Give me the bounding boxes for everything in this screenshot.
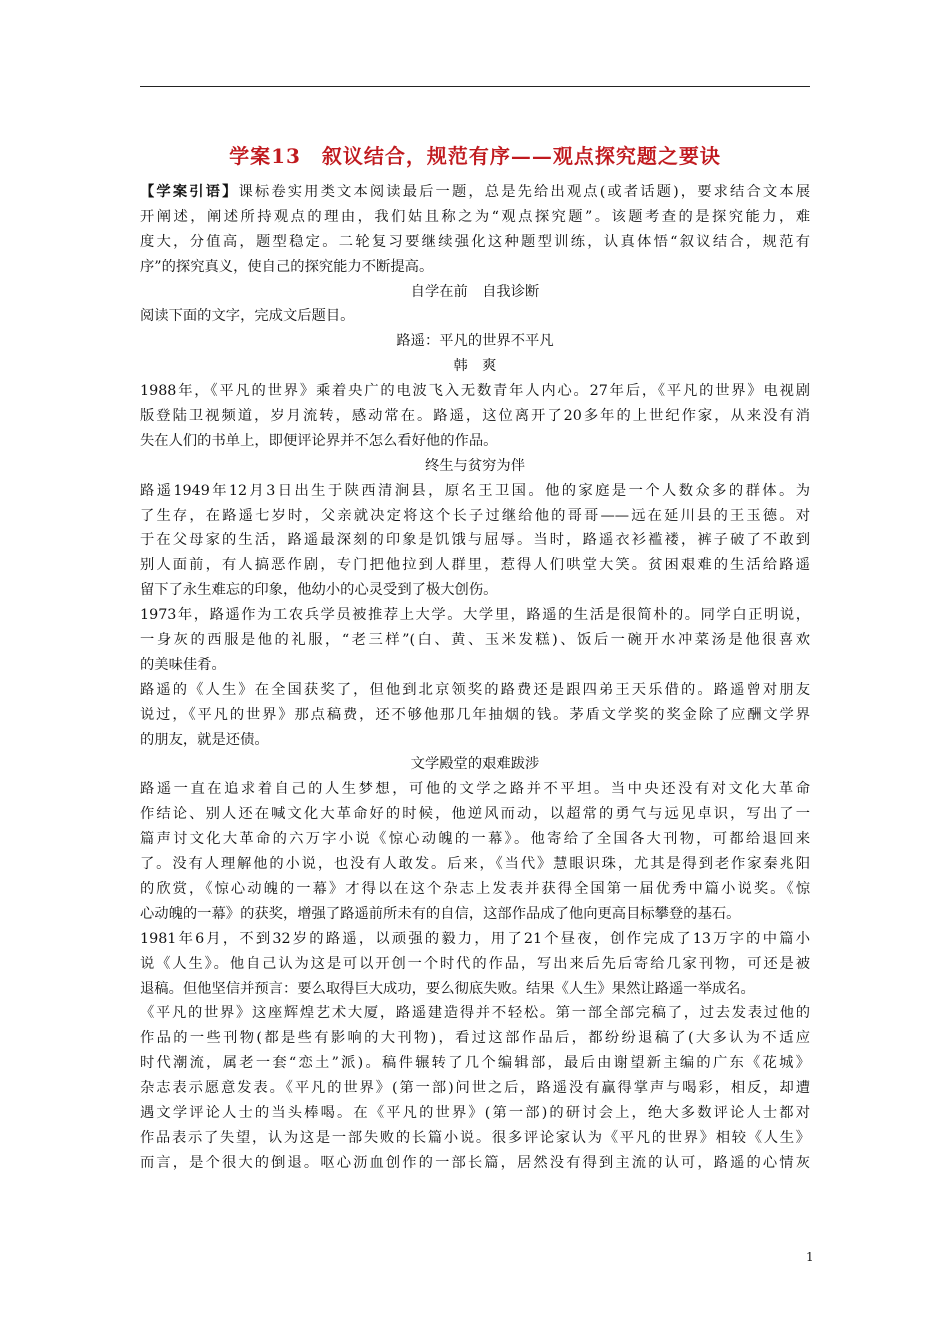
- paragraph-line: 1973年，路遥作为工农兵学员被推荐上大学。大学里，路遥的生活是很简朴的。同学白正明说，: [140, 607, 810, 624]
- paragraph-line: 一身灰的西服是他的礼服，“老三样”(白、黄、玉米发糕)、饭后一碗开水冲菜汤是他很喜欢: [140, 632, 810, 649]
- paragraph-line: 作结论、别人还在喊文化大革命好的时候，他逆风而动，以超常的勇气与远见卓识，写出了一: [140, 806, 810, 823]
- paragraph-line: 于在父母家的生活，路遥最深刻的印象是饥饿与屈辱。当时，路遥衣衫褴褛，裤子破了不敢到: [140, 532, 810, 549]
- paragraph-line: 的欣赏，《惊心动魄的一幕》才得以在这个杂志上发表并获得全国第一届优秀中篇小说奖。《惊: [140, 880, 810, 897]
- instruction: 阅读下面的文字，完成文后题目。: [140, 308, 355, 325]
- paragraph-line: 路遥1949年12月3日出生于陕西清涧县，原名王卫国。他的家庭是一个人数众多的群体。为: [140, 482, 810, 499]
- paragraph-line: 留下了永生难忘的印象，他幼小的心灵受到了极大创伤。: [140, 582, 498, 599]
- paragraph-line: 版登陆卫视频道，岁月流转，感动常在。路遥，这位离开了20多年的上世纪作家，从来没有消: [140, 408, 810, 425]
- paragraph-line: 篇声讨文化大革命的六万字小说《惊心动魄的一幕》。他寄给了全国各大刊物，可都给退回来: [140, 831, 810, 848]
- intro-label: 【学案引语】: [140, 184, 239, 200]
- subheading: 终生与贫穷为伴: [424, 457, 526, 474]
- paragraph-line: 说过，《平凡的世界》那点稿费，还不够他那几年抽烟的钱。茅盾文学奖的奖金除了应酬文学界: [140, 706, 810, 723]
- paragraph-line: 《平凡的世界》这座辉煌艺术大厦，路遥建造得并不轻松。第一部全部完稿了，过去发表过他的: [140, 1005, 810, 1022]
- paragraph-line: 作品表示了失望，认为这是一部失败的长篇小说。很多评论家认为《平凡的世界》相较《人生》: [140, 1129, 810, 1146]
- intro-line: 序”的探究真义，使自己的探究能力不断提高。: [140, 258, 434, 275]
- intro-line: 度大，分值高，题型稳定。二轮复习要继续强化这种题型训练，认真体悟“叙议结合，规范有: [140, 233, 810, 250]
- paragraph-line: 心动魄的一幕》的获奖，增强了路遥前所未有的自信，这部作品成了他向更高目标攀登的基石。: [140, 905, 741, 922]
- subheading: 文学殿堂的艰难跋涉: [410, 756, 540, 773]
- paragraph-line: 别人面前，有人搞恶作剧，专门把他拉到人群里，惹得人们哄堂大笑。贫困艰难的生活给路遥: [140, 557, 810, 574]
- paragraph-line: 失在人们的书单上，即便评论界并不怎么看好他的作品。: [140, 432, 498, 449]
- article-title: 路遥：平凡的世界不平凡: [396, 333, 554, 350]
- paragraph-line: 而言，是个很大的倒退。呕心沥血创作的一部长篇，居然没有得到主流的认可，路遥的心情灰: [140, 1154, 810, 1171]
- paragraph-line: 说《人生》。他自己认为这是可以开创一个时代的作品，写出来后先后寄给几家刊物，可还是被: [140, 955, 810, 972]
- lesson-title: 学案13 叙议结合，规范有序——观点探究题之要诀: [229, 144, 721, 168]
- paragraph-line: 路遥的《人生》在全国获奖了，但他到北京领奖的路费还是跟四弟王天乐借的。路遥曾对朋友: [140, 681, 810, 698]
- header-rule: [140, 86, 810, 87]
- paragraph-line: 了。没有人理解他的小说，也没有人敢发。后来，《当代》慧眼识珠，尤其是得到老作家秦兆阳: [140, 856, 810, 873]
- intro-line: 开阐述，阐述所持观点的理由，我们姑且称之为“观点探究题”。该题考查的是探究能力，难: [140, 208, 810, 225]
- intro-line: [140, 180, 810, 205]
- paragraph-line: 时代潮流，属老一套“恋土”派)。稿件辗转了几个编辑部，最后由谢望新主编的广东《花城》: [140, 1055, 810, 1072]
- paragraph-line: 1981年6月，不到32岁的路遥，以顽强的毅力，用了21个昼夜，创作完成了13万字的中篇小: [140, 930, 810, 947]
- document-body: [140, 140, 810, 1176]
- paragraph-line: 了生存，在路遥七岁时，父亲就决定将这个长子过继给他的哥哥——远在延川县的王玉德。对: [140, 507, 810, 524]
- paragraph-line: 的朋友，就是还债。: [140, 731, 269, 748]
- section-heading: 自学在前 自我诊断: [410, 283, 540, 300]
- paragraph-line: 退稿。但他坚信并预言：要么取得巨大成功，要么彻底失败。结果《人生》果然让路遥一举成名。: [140, 980, 755, 997]
- paragraph-line: 路遥一直在追求着自己的人生梦想，可他的文学之路并不平坦。当中央还没有对文化大革命: [140, 781, 810, 798]
- paragraph-line: 遇文学评论人士的当头棒喝。在《平凡的世界》(第一部)的研讨会上，绝大多数评论人士都对: [140, 1104, 810, 1121]
- page-number: 1: [806, 1250, 814, 1264]
- intro-text: 课标卷实用类文本阅读最后一题，总是先给出观点(或者话题)，要求结合文本展: [238, 184, 810, 200]
- article-author: 韩 爽: [453, 358, 497, 375]
- paragraph-line: 作品的一些刊物(都是些有影响的大刊物)，看过这部作品后，都纷纷退稿了(大多认为不适应: [140, 1030, 810, 1047]
- paragraph-line: 的美味佳肴。: [140, 656, 226, 673]
- paragraph-line: 1988年，《平凡的世界》乘着央广的电波飞入无数青年人内心。27年后，《平凡的世界》电视剧: [140, 383, 810, 400]
- paragraph-line: 杂志表示愿意发表。《平凡的世界》(第一部)问世之后，路遥没有赢得掌声与喝彩，相反，却遭: [140, 1080, 810, 1097]
